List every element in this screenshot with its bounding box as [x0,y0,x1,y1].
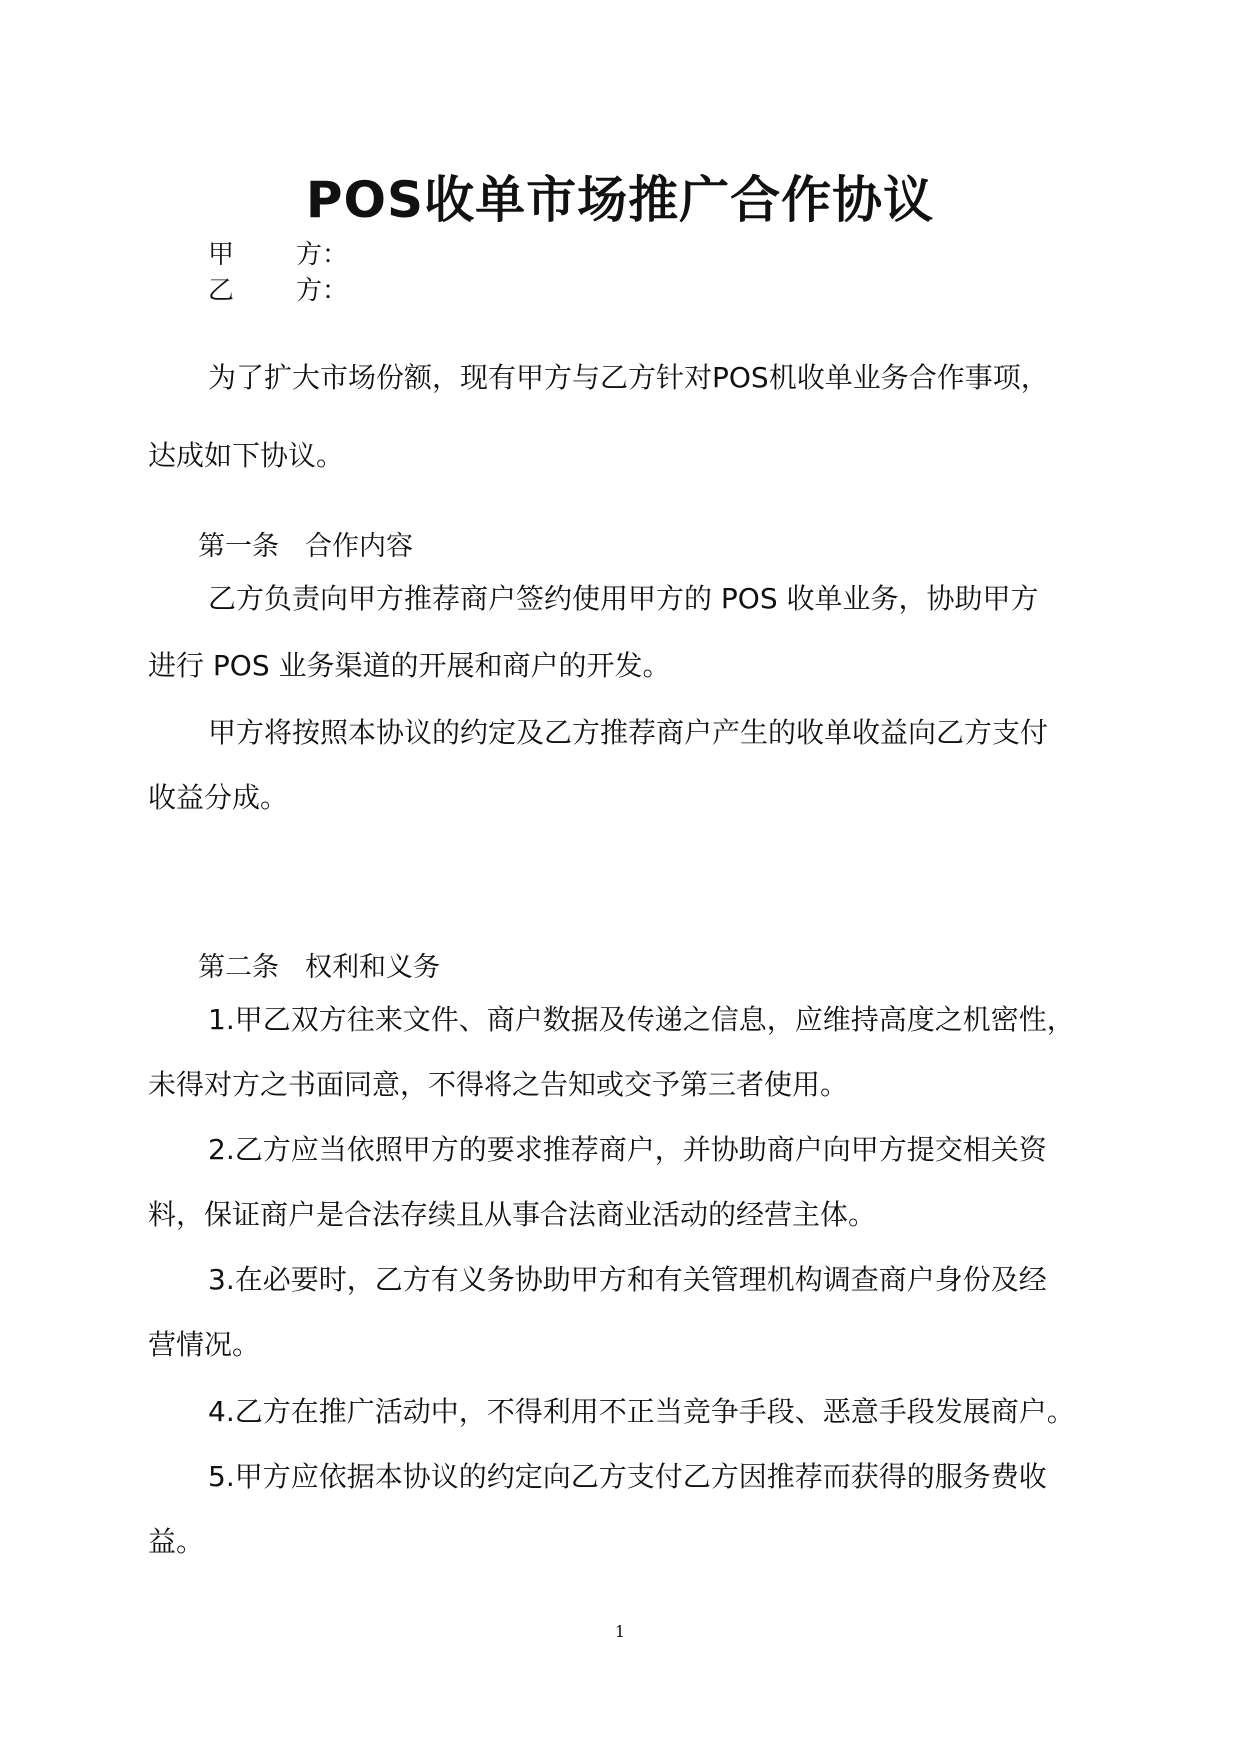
party-a-label: 甲 [208,240,235,270]
party-a-line [208,234,348,271]
article2-title: 权利和义务 [305,952,440,983]
article2-item4-line1: 4.乙方在推广活动中，不得利用不正当竞争手段、恶意手段发展商户。 [208,1395,1075,1428]
article1-heading [198,524,413,563]
party-a-suffix: 方： [296,240,349,270]
article2-heading [198,945,440,984]
article1-para2-line1: 甲方将按照本协议的约定及乙方推荐商户产生的收单收益向乙方支付 [208,716,1049,749]
intro-line-1: 为了扩大市场份额，现有甲方与乙方针对POS机收单业务合作事项， [208,361,1049,394]
party-b-label: 乙 [208,276,235,306]
article2-item2-line1: 2.乙方应当依照甲方的要求推荐商户，并协助商户向甲方提交相关资 [208,1133,1047,1166]
article1-para1-line2: 进行 POS 业务渠道的开展和商户的开发。 [148,649,671,682]
article2-item2-line2: 料，保证商户是合法存续且从事合法商业活动的经营主体。 [148,1198,877,1231]
article2-item1-line2: 未得对方之书面同意，不得将之告知或交予第三者使用。 [148,1068,849,1101]
article1-para1-line1: 乙方负责向甲方推荐商户签约使用甲方的 POS 收单业务，协助甲方 [208,582,1039,615]
article2-item1-line1: 1.甲乙双方往来文件、商户数据及传递之信息，应维持高度之机密性， [208,1003,1075,1036]
document-title: POS收单市场推广合作协议 [305,171,935,229]
article2-item5-line1: 5.甲方应依据本协议的约定向乙方支付乙方因推荐而获得的服务费收 [208,1460,1047,1493]
article2-item5-line2: 益。 [148,1525,205,1558]
intro-line-2: 达成如下协议。 [148,439,345,472]
article2-item3-line1: 3.在必要时，乙方有义务协助甲方和有关管理机构调查商户身份及经 [208,1263,1047,1296]
article1-title: 合作内容 [305,531,413,562]
article2-number: 第二条 [198,952,279,983]
party-b-suffix: 方： [296,276,349,306]
article2-item3-line2: 营情况。 [148,1328,261,1361]
article1-number: 第一条 [198,531,279,562]
party-b-line [208,270,348,307]
article1-para2-line2: 收益分成。 [148,781,289,814]
page-number: 1 [614,1622,626,1641]
